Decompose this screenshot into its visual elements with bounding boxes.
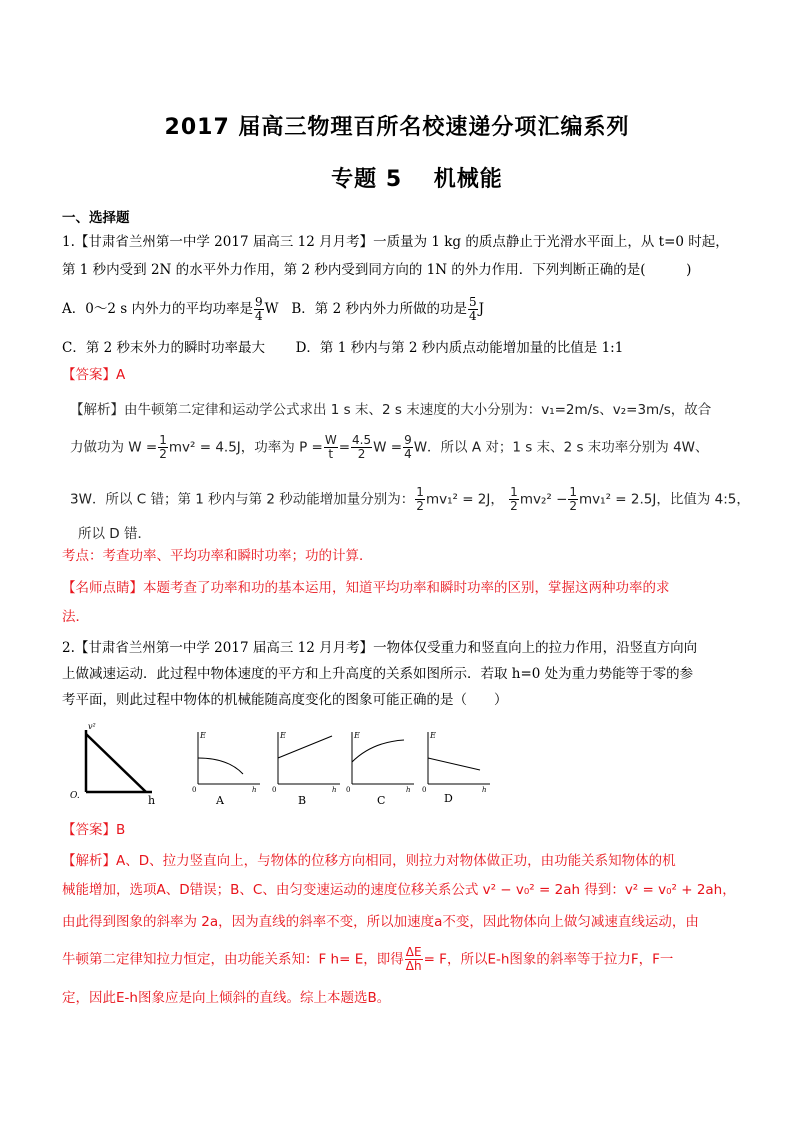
svg-text:h: h (148, 794, 156, 807)
delta-e-over-delta-h: $\frac{\Delta E}{\Delta h}$ (405, 945, 422, 973)
q2-explanation-line5: 定，因此E-h图象应是向上倾斜的直线。综上本题选B。 (62, 990, 391, 1006)
q1-stem-line2: 第 1 秒内受到 2N 的水平外力作用，第 2 秒内受到同方向的 1N 的外力作用．下列判断正确的是( ) (62, 262, 692, 278)
q1-explanation-line3: 3W．所以 C 错；第 1 秒内与第 2 秒动能增加量分别为： $\frac{1}{2}$ mv₁² = 2J， $\frac{1}{2}$ mv₂² − $\frac{1}{2}$ mv₁² = 2.5J，比值为 4:5， (70, 485, 750, 513)
svg-text:E: E (354, 731, 360, 740)
svg-text:0: 0 (192, 786, 197, 794)
q1-option-b: B．第 2 秒内外力所做的功是 (291, 301, 467, 317)
q1-options-cd (62, 338, 623, 358)
svg-text:h: h (332, 786, 337, 794)
q1-option-c: C．第 2 秒末外力的瞬时功率最大 (62, 340, 266, 356)
svg-text:E: E (280, 731, 286, 740)
q1-kaodian: 考点：考查功率、平均功率和瞬时功率；功的计算． (62, 548, 373, 564)
q2-explanation-line2: 械能增加，选项A、D错误；B、C、由匀变速运动的速度位移关系公式 v² − v₀² = 2ah 得到：v² = v₀² + 2ah， (62, 882, 736, 898)
q2-explanation-line4: 牛顿第二定律知拉力恒定，由功能关系知：F h= E，即得 $\frac{\Delta E}{\Delta h}$ = F，所以E-h图象的斜率等于拉力F，F一 (62, 945, 674, 973)
svg-text:h: h (406, 786, 411, 794)
q2-given-graph (66, 720, 166, 810)
q2-stem-line1: 2.【甘肃省兰州第一中学 2017 届高三 12 月月考】一物体仅受重力和竖直向上的拉力作用，沿竖直方向向 (62, 640, 698, 656)
svg-text:v²: v² (88, 722, 96, 731)
q1-stem-line1: 1.【甘肃省兰州第一中学 2017 届高三 12 月月考】一质量为 1 kg 的质点静止于光滑水平面上，从 t=0 时起， (62, 234, 729, 250)
graph-label-d: D (444, 792, 453, 805)
q1-explanation-line2: 力做功为 W = $\frac{1}{2}$ mv² = 4.5J，功率为 P = $\frac{W}{t}$ = $\frac{4.5}{2}$ W = $\frac{9}{4}$ W．所以 A 对；1 s 末、2 s 末功率分别为 4W、 (70, 433, 709, 461)
q2-graph-a (188, 728, 268, 808)
q1-option-a-fraction: $\frac{9}{4}$ (254, 295, 263, 323)
section-heading: 一、选择题 (62, 210, 130, 226)
svg-text:O.: O. (70, 791, 80, 801)
q1-option-d: D．第 1 秒内与第 2 秒内质点动能增加量的比值是 1:1 (295, 340, 624, 356)
svg-text:0: 0 (422, 786, 427, 794)
q2-graph-c (342, 728, 422, 808)
svg-text:h: h (252, 786, 257, 794)
svg-text:E: E (430, 731, 436, 740)
q1-mingshi-line2: 法． (62, 609, 89, 625)
q2-explanation-line1: 【解析】A、D、拉力竖直向上，与物体的位移方向相同，则拉力对物体做正功，由功能关系知物体的机 (62, 853, 676, 869)
graph-label-a: A (216, 794, 224, 807)
q1-explanation-line4: 所以 D 错． (78, 526, 151, 542)
svg-text:E: E (200, 731, 206, 740)
svg-text:0: 0 (272, 786, 277, 794)
graph-label-b: B (298, 794, 307, 807)
q2-answer: 【答案】B (62, 822, 126, 838)
svg-text:h: h (482, 786, 487, 794)
q2-graph-d (418, 728, 498, 808)
q1-option-b-fraction: $\frac{5}{4}$ (468, 295, 477, 323)
q2-graph-b (268, 728, 351, 808)
q2-explanation-line3: 由此得到图象的斜率为 2a，因为直线的斜率不变，所以加速度a不变，因此物体向上做匀减速直线运动，由 (62, 914, 699, 930)
document-subtitle: 专题 5 机械能 (331, 167, 503, 192)
graph-label-c: C (377, 794, 386, 807)
document-title: 2017 届高三物理百所名校速递分项汇编系列 (164, 115, 630, 140)
q1-option-a: A．0～2 s 内外力的平均功率是 (62, 301, 253, 317)
q1-answer: 【答案】A (62, 367, 126, 383)
q1-mingshi-line1: 【名师点睛】本题考查了功率和功的基本运用，知道平均功率和瞬时功率的区别，掌握这两种功率的求 (62, 580, 670, 596)
q1-options-ab: A．0～2 s 内外力的平均功率是 $\frac{9}{4}$ W B．第 2 秒内外力所做的功是 $\frac{5}{4}$ J (62, 295, 485, 323)
q2-stem-line2: 上做减速运动．此过程中物体速度的平方和上升高度的关系如图所示．若取 h=0 处为重力势能等于零的参 (62, 666, 694, 682)
q1-explanation-line1: 【解析】由牛顿第二定律和运动学公式求出 1 s 末、2 s 末速度的大小分别为：v₁=2m/s、v₂=3m/s，故合 (70, 402, 712, 418)
q2-stem-line3: 考平面，则此过程中物体的机械能随高度变化的图象可能正确的是（ ） (62, 692, 508, 708)
svg-text:0: 0 (346, 786, 351, 794)
